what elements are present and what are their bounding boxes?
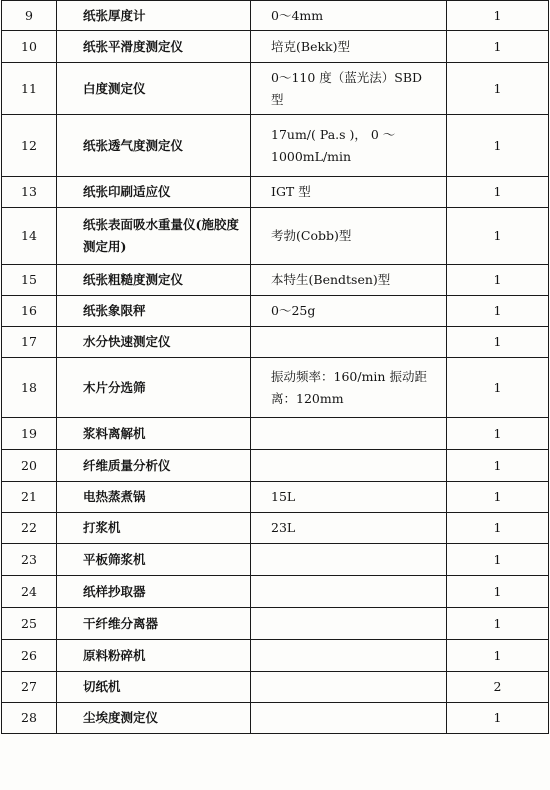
equipment-table	[1, 0, 549, 734]
row-number: 27	[2, 672, 57, 703]
instrument-name: 平板筛浆机	[57, 544, 251, 576]
equipment-table-body	[2, 1, 549, 734]
row-number: 21	[2, 482, 57, 513]
table-row	[2, 1, 549, 31]
row-number: 17	[2, 327, 57, 358]
instrument-quantity: 1	[447, 327, 549, 358]
instrument-name: 纸张透气度测定仪	[57, 115, 251, 177]
row-number: 28	[2, 703, 57, 734]
instrument-name: 木片分选筛	[57, 358, 251, 418]
instrument-spec: 23L	[251, 513, 447, 544]
row-number: 23	[2, 544, 57, 576]
row-number: 26	[2, 640, 57, 672]
table-row	[2, 418, 549, 450]
instrument-quantity: 1	[447, 31, 549, 63]
instrument-quantity: 1	[447, 513, 549, 544]
instrument-spec: 振动频率：160/min 振动距离：120mm	[251, 358, 447, 418]
instrument-spec	[251, 640, 447, 672]
instrument-quantity: 1	[447, 608, 549, 640]
table-row	[2, 640, 549, 672]
row-number: 14	[2, 208, 57, 265]
row-number: 19	[2, 418, 57, 450]
instrument-name: 纸张印刷适应仪	[57, 177, 251, 208]
instrument-name: 纸张象限秤	[57, 296, 251, 327]
instrument-name: 纸张粗糙度测定仪	[57, 265, 251, 296]
instrument-name: 电热蒸煮锅	[57, 482, 251, 513]
row-number: 12	[2, 115, 57, 177]
instrument-quantity: 1	[447, 177, 549, 208]
instrument-spec: 15L	[251, 482, 447, 513]
instrument-name: 纸张平滑度测定仪	[57, 31, 251, 63]
instrument-spec: 0～4mm	[251, 1, 447, 31]
row-number: 22	[2, 513, 57, 544]
row-number: 24	[2, 576, 57, 608]
table-row	[2, 450, 549, 482]
instrument-spec	[251, 544, 447, 576]
table-row	[2, 115, 549, 177]
instrument-name: 原料粉碎机	[57, 640, 251, 672]
instrument-quantity: 1	[447, 482, 549, 513]
instrument-name: 尘埃度测定仪	[57, 703, 251, 734]
row-number: 13	[2, 177, 57, 208]
table-row	[2, 208, 549, 265]
instrument-name: 切纸机	[57, 672, 251, 703]
instrument-quantity: 1	[447, 544, 549, 576]
instrument-quantity: 1	[447, 63, 549, 115]
table-row	[2, 576, 549, 608]
instrument-spec	[251, 703, 447, 734]
instrument-spec: 本特生(Bendtsen)型	[251, 265, 447, 296]
instrument-quantity: 1	[447, 265, 549, 296]
instrument-spec: 0～25g	[251, 296, 447, 327]
table-row	[2, 672, 549, 703]
row-number: 9	[2, 1, 57, 31]
instrument-name: 纸张厚度计	[57, 1, 251, 31]
table-row	[2, 513, 549, 544]
instrument-quantity: 1	[447, 1, 549, 31]
instrument-name: 浆料离解机	[57, 418, 251, 450]
instrument-spec	[251, 327, 447, 358]
instrument-name: 水分快速测定仪	[57, 327, 251, 358]
instrument-name: 纸张表面吸水重量仪(施胶度测定用)	[57, 208, 251, 265]
instrument-quantity: 1	[447, 450, 549, 482]
table-row	[2, 265, 549, 296]
row-number: 25	[2, 608, 57, 640]
instrument-spec: 考勃(Cobb)型	[251, 208, 447, 265]
row-number: 18	[2, 358, 57, 418]
table-row	[2, 327, 549, 358]
instrument-quantity: 1	[447, 358, 549, 418]
row-number: 20	[2, 450, 57, 482]
instrument-spec: IGT 型	[251, 177, 447, 208]
instrument-quantity: 1	[447, 115, 549, 177]
instrument-name: 干纤维分离器	[57, 608, 251, 640]
table-row	[2, 63, 549, 115]
instrument-spec	[251, 608, 447, 640]
table-row	[2, 482, 549, 513]
instrument-name: 纸样抄取器	[57, 576, 251, 608]
table-row	[2, 703, 549, 734]
table-row	[2, 177, 549, 208]
instrument-quantity: 1	[447, 703, 549, 734]
instrument-quantity: 1	[447, 640, 549, 672]
instrument-quantity: 1	[447, 208, 549, 265]
instrument-quantity: 2	[447, 672, 549, 703]
instrument-name: 纤维质量分析仪	[57, 450, 251, 482]
row-number: 11	[2, 63, 57, 115]
instrument-name: 白度测定仪	[57, 63, 251, 115]
instrument-quantity: 1	[447, 296, 549, 327]
instrument-spec	[251, 418, 447, 450]
instrument-spec	[251, 576, 447, 608]
table-row	[2, 31, 549, 63]
row-number: 16	[2, 296, 57, 327]
row-number: 10	[2, 31, 57, 63]
table-row	[2, 608, 549, 640]
instrument-spec: 0～110 度（蓝光法）SBD 型	[251, 63, 447, 115]
row-number: 15	[2, 265, 57, 296]
table-row	[2, 358, 549, 418]
instrument-quantity: 1	[447, 576, 549, 608]
instrument-spec	[251, 672, 447, 703]
instrument-spec	[251, 450, 447, 482]
instrument-quantity: 1	[447, 418, 549, 450]
table-row	[2, 544, 549, 576]
instrument-spec: 培克(Bekk)型	[251, 31, 447, 63]
table-row	[2, 296, 549, 327]
instrument-name: 打浆机	[57, 513, 251, 544]
instrument-spec: 17um/( Pa.s )， 0 ～ 1000mL/min	[251, 115, 447, 177]
